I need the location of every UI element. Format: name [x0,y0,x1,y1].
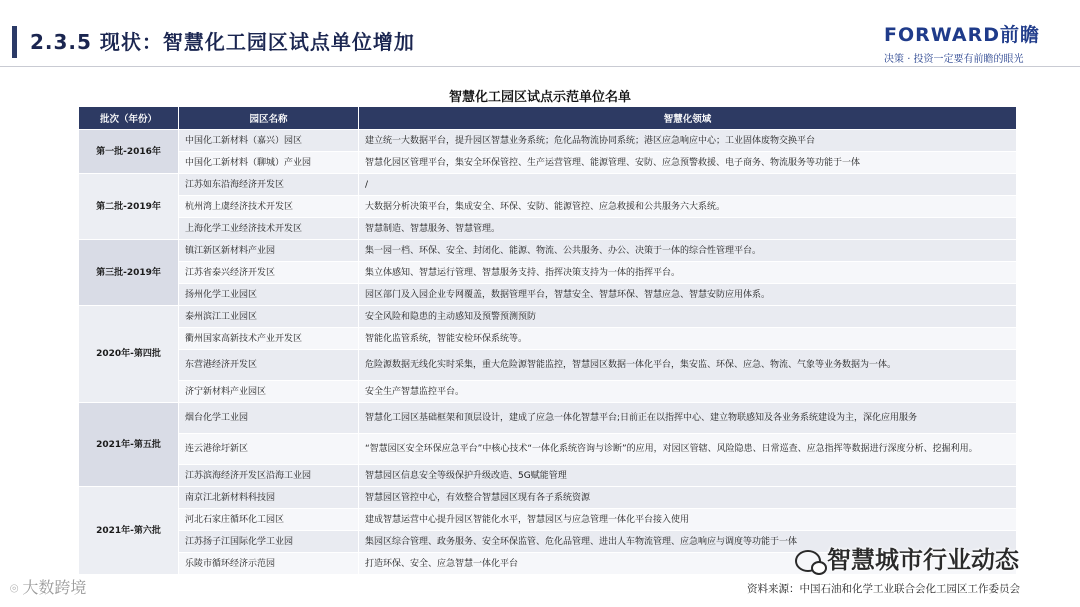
table-row [79,509,1017,531]
table-row [79,465,1017,487]
source-note: 资料来源：中国石油和化学工业联合会化工园区工作委员会 [747,583,1020,595]
logo-main-text: FORWARD前瞻 [884,24,1040,46]
table-row [79,434,1017,465]
header-batch: 批次（年份） [79,107,179,130]
header-domain: 智慧化领域 [359,107,1017,130]
domain-cell: “智慧园区安全环保应急平台”中核心技术“一体化系统咨询与诊断”的应用，对园区管辖、风险隐患、日常巡查、应急指挥等数据进行深度分析、挖掘利用。 [359,434,1017,465]
park-name-cell: 中国化工新材料（聊城）产业园 [179,152,359,174]
domain-cell: 大数据分析决策平台，集成安全、环保、安防、能源管控、应急救援和公共服务六大系统。 [359,196,1017,218]
page-header [0,0,1080,80]
domain-cell: 建成智慧运营中心提升园区智能化水平，智慧园区与应急管理一体化平台接入使用 [359,509,1017,531]
title-accent-bar [12,26,17,58]
park-name-cell: 南京江北新材料科技园 [179,487,359,509]
forward-logo [884,20,1040,65]
domain-cell: / [359,174,1017,196]
pilot-units-table [78,106,1017,575]
wechat-icon [795,550,821,572]
domain-cell: 集一园一档、环保、安全、封闭化、能源、物流、公共服务、办公、决策于一体的综合性管理平台。 [359,240,1017,262]
table-row [79,381,1017,403]
park-name-cell: 济宁新材料产业园区 [179,381,359,403]
domain-cell: 智慧化工园区基础框架和顶层设计，建成了应急一体化智慧平台;日前正在以指挥中心、建立物联感知及各业务系统建设为主，深化应用服务 [359,403,1017,434]
header-park: 园区名称 [179,107,359,130]
table-row [79,152,1017,174]
batch-cell: 2021年-第五批 [79,403,179,487]
watermark-right-text: 智慧城市行业动态 [827,546,1019,574]
domain-cell: 园区部门及入园企业专网覆盖，数据管理平台，智慧安全、智慧环保、智慧应急、智慧安防应用体系。 [359,284,1017,306]
park-name-cell: 烟台化学工业园 [179,403,359,434]
park-name-cell: 扬州化学工业园区 [179,284,359,306]
watermark-right [795,540,1019,575]
domain-cell: 建立统一大数据平台，提升园区智慧业务系统；危化品物流协同系统；港区应急响应中心；工业固体废物交换平台 [359,130,1017,152]
park-name-cell: 衢州国家高新技术产业开发区 [179,328,359,350]
logo-slogan: 决策 · 投资一定要有前瞻的眼光 [884,54,1024,65]
domain-cell: 智慧园区管控中心，有效整合智慧园区现有各子系统资源 [359,487,1017,509]
batch-cell: 第三批-2019年 [79,240,179,306]
weibo-icon: ⌾ [10,581,19,597]
park-name-cell: 东营港经济开发区 [179,350,359,381]
header-divider [0,66,1080,67]
table-body [79,130,1017,575]
domain-cell: 集立体感知、智慧运行管理、智慧服务支持、指挥决策支持为一体的指挥平台。 [359,262,1017,284]
park-name-cell: 河北石家庄循环化工园区 [179,509,359,531]
table-title: 智慧化工园区试点示范单位名单 [448,90,631,105]
park-name-cell: 中国化工新材料（嘉兴）园区 [179,130,359,152]
table-row [79,196,1017,218]
domain-cell: 智能化监管系统，智能安检环保系统等。 [359,328,1017,350]
table-row [79,350,1017,381]
domain-cell: 安全风险和隐患的主动感知及预警预测预防 [359,306,1017,328]
domain-cell: 智慧制造、智慧服务、智慧管理。 [359,218,1017,240]
watermark-left-text: 大数跨境 [22,578,87,597]
park-name-cell: 江苏省泰兴经济开发区 [179,262,359,284]
table-row [79,328,1017,350]
domain-cell: 打造环保、安全、应急智慧一体化平台 [359,553,1017,575]
park-name-cell: 镇江新区新材料产业园 [179,240,359,262]
domain-cell: 安全生产智慧监控平台。 [359,381,1017,403]
table-row [79,487,1017,509]
table-row [79,218,1017,240]
domain-cell: 智慧化园区管理平台，集安全环保管控、生产运营管理、能源管理、安防、应急预警救援、电子商务、物流服务等功能于一体 [359,152,1017,174]
park-name-cell: 乐陵市循环经济示范园 [179,553,359,575]
table-row [79,174,1017,196]
park-name-cell: 杭州湾上虞经济技术开发区 [179,196,359,218]
table-row [79,130,1017,152]
batch-cell: 2021年-第六批 [79,487,179,575]
park-name-cell: 江苏滨海经济开发区沿海工业园 [179,465,359,487]
page-title: 2.3.5 现状：智慧化工园区试点单位增加 [30,30,415,54]
domain-cell: 集园区综合管理、政务服务、安全环保监管、危化品管理、进出人车物流管理、应急响应与调度等功能于一体 [359,531,1017,553]
batch-cell: 第一批-2016年 [79,130,179,174]
park-name-cell: 江苏如东沿海经济开发区 [179,174,359,196]
park-name-cell: 江苏扬子江国际化学工业园 [179,531,359,553]
domain-cell: 危险源数据无线化实时采集，重大危险源智能监控，智慧园区数据一体化平台，集安监、环保、应急、物流、气象等业务数据为一体。 [359,350,1017,381]
watermark-left [10,575,86,598]
table-row [79,240,1017,262]
park-name-cell: 连云港徐圩新区 [179,434,359,465]
park-name-cell: 泰州滨江工业园区 [179,306,359,328]
table-row [79,403,1017,434]
park-name-cell: 上海化学工业经济技术开发区 [179,218,359,240]
batch-cell: 第二批-2019年 [79,174,179,240]
table-header-row [79,107,1017,130]
table-row [79,284,1017,306]
domain-cell: 智慧园区信息安全等级保护升级改造、5G赋能管理 [359,465,1017,487]
table-row [79,306,1017,328]
batch-cell: 2020年-第四批 [79,306,179,403]
table-row [79,262,1017,284]
